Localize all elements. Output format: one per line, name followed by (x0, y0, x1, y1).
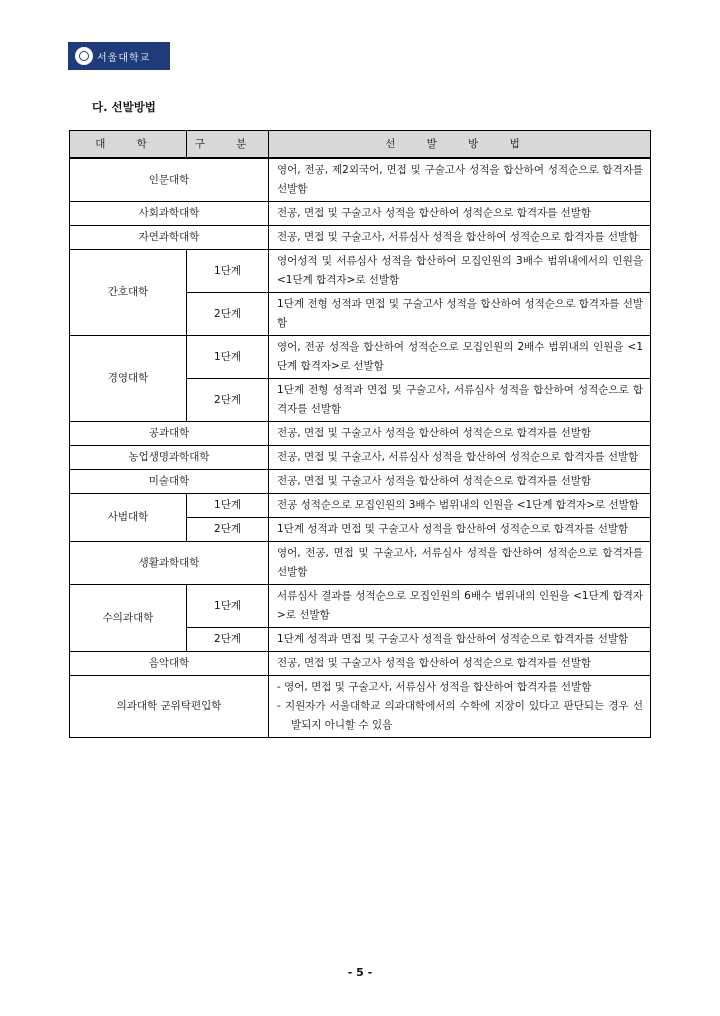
method-cell: 전공, 면접 및 구술고사 성적을 합산하여 성적순으로 합격자를 선발함 (269, 202, 651, 226)
method-cell: 서류심사 결과를 성적순으로 모집인원의 6배수 범위내의 인원을 <1단계 합격자>로 선발함 (269, 585, 651, 628)
table-row (70, 676, 651, 738)
university-logo (68, 42, 170, 70)
header-method: 선 발 방 법 (269, 131, 651, 159)
method-cell: 영어, 전공, 면접 및 구술고사, 서류심사 성적을 합산하여 성적순으로 합격자를 선발함 (269, 542, 651, 585)
table-header-row (70, 131, 651, 159)
stage-cell: 2단계 (187, 379, 269, 422)
univ-cell: 경영대학 (70, 336, 187, 422)
method-cell: 전공, 면접 및 구술고사 성적을 합산하여 성적순으로 합격자를 선발함 (269, 470, 651, 494)
table-row (70, 470, 651, 494)
univ-cell: 미술대학 (70, 470, 269, 494)
method-bullet: - 영어, 면접 및 구술고사, 서류심사 성적을 합산하여 합격자를 선발함 (277, 681, 592, 693)
section-title: 다. 선발방법 (92, 100, 156, 114)
stage-cell: 2단계 (187, 293, 269, 336)
stage-cell: 1단계 (187, 336, 269, 379)
logo-text: 서울대학교 (97, 52, 151, 64)
method-cell: 전공, 면접 및 구술고사 성적을 합산하여 성적순으로 합격자를 선발함 (269, 422, 651, 446)
method-cell: 영어, 전공, 제2외국어, 면접 및 구술고사 성적을 합산하여 성적순으로 합격자를 선발함 (269, 158, 651, 202)
method-cell: 영어성적 및 서류심사 성적을 합산하여 모집인원의 3배수 범위내에서의 인원을 <1단계 합격자>로 선발함 (269, 250, 651, 293)
table-row (70, 422, 651, 446)
method-cell: 1단계 성적과 면접 및 구술고사 성적을 합산하여 성적순으로 합격자를 선발함 (269, 628, 651, 652)
table-row (70, 585, 651, 628)
table-row (70, 226, 651, 250)
univ-cell: 사범대학 (70, 494, 187, 542)
univ-cell: 수의과대학 (70, 585, 187, 652)
page-number: - 5 - (347, 966, 373, 979)
method-cell: 1단계 성적과 면접 및 구술고사 성적을 합산하여 성적순으로 합격자를 선발함 (269, 518, 651, 542)
selection-method-table (69, 130, 651, 738)
univ-cell: 음악대학 (70, 652, 269, 676)
method-cell: 1단계 전형 성적과 면접 및 구술고사 성적을 합산하여 성적순으로 합격자를 선발함 (269, 293, 651, 336)
table-row (70, 202, 651, 226)
stage-cell: 1단계 (187, 585, 269, 628)
university-seal-icon (75, 47, 93, 65)
method-bullet-list (277, 678, 643, 735)
method-cell: 영어, 전공 성적을 합산하여 성적순으로 모집인원의 2배수 범위내의 인원을 <1단계 합격자>로 선발함 (269, 336, 651, 379)
univ-cell: 사회과학대학 (70, 202, 269, 226)
method-cell: 전공, 면접 및 구술고사 성적을 합산하여 성적순으로 합격자를 선발함 (269, 652, 651, 676)
method-bullet: - 지원자가 서울대학교 의과대학에서의 수학에 지장이 있다고 판단되는 경우 선발되지 아니할 수 있음 (277, 700, 643, 731)
method-cell: 전공, 면접 및 구술고사, 서류심사 성적을 합산하여 성적순으로 합격자를 선발함 (269, 446, 651, 470)
univ-cell: 의과대학 군위탁편입학 (70, 676, 269, 738)
univ-cell: 생활과학대학 (70, 542, 269, 585)
univ-cell: 간호대학 (70, 250, 187, 336)
stage-cell: 1단계 (187, 494, 269, 518)
univ-cell: 공과대학 (70, 422, 269, 446)
table-row (70, 336, 651, 379)
table-row (70, 494, 651, 518)
method-cell (269, 676, 651, 738)
method-cell: 1단계 전형 성적과 면접 및 구술고사, 서류심사 성적을 합산하여 성적순으로 합격자를 선발함 (269, 379, 651, 422)
table-row (70, 652, 651, 676)
univ-cell: 농업생명과학대학 (70, 446, 269, 470)
univ-cell: 인문대학 (70, 158, 269, 202)
table-row (70, 250, 651, 293)
method-cell: 전공, 면접 및 구술고사, 서류심사 성적을 합산하여 성적순으로 합격자를 선발함 (269, 226, 651, 250)
header-category: 구 분 (187, 131, 269, 159)
stage-cell: 2단계 (187, 628, 269, 652)
table-row (70, 542, 651, 585)
stage-cell: 1단계 (187, 250, 269, 293)
header-university: 대 학 (70, 131, 187, 159)
table-row (70, 158, 651, 202)
method-cell: 전공 성적순으로 모집인원의 3배수 범위내의 인원을 <1단계 합격자>로 선발함 (269, 494, 651, 518)
univ-cell: 자연과학대학 (70, 226, 269, 250)
table-row (70, 446, 651, 470)
stage-cell: 2단계 (187, 518, 269, 542)
